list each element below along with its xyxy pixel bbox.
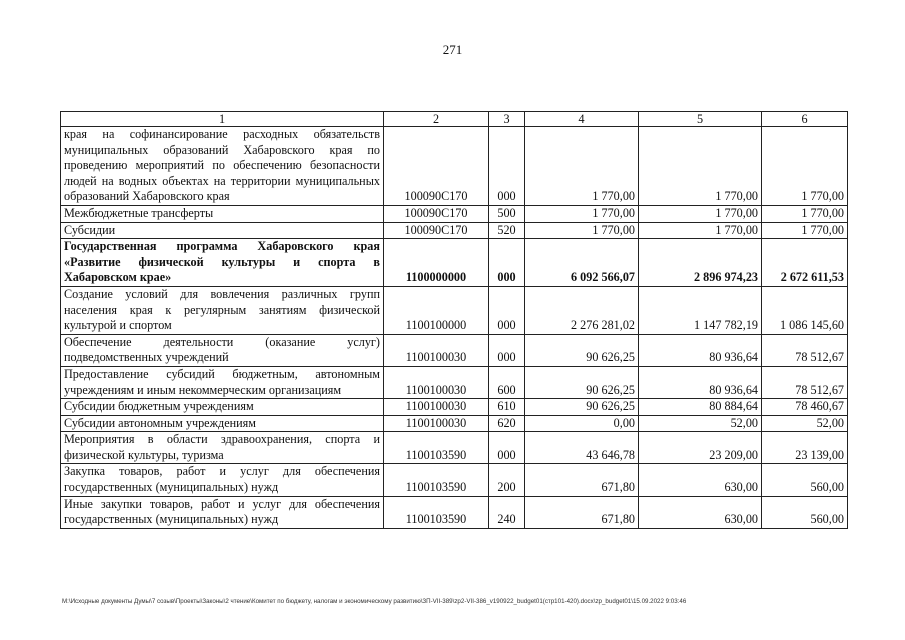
row-name-cell: Предоставление субсидий бюджетным, автономным учреждениям и иным некоммерческим организациям <box>61 366 384 398</box>
table-row <box>61 415 848 432</box>
row-value-2024-cell: 1 770,00 <box>639 222 762 239</box>
row-name-cell: Субсидии <box>61 222 384 239</box>
row-vr-cell: 000 <box>489 239 525 287</box>
table-row <box>61 239 848 287</box>
row-name-cell: Создание условий для вовлечения различных групп населения края к регулярным занятиям физической культурой и спортом <box>61 286 384 334</box>
row-value-2023-cell: 1 770,00 <box>525 205 639 222</box>
table-row <box>61 286 848 334</box>
row-value-2024-cell: 1 147 782,19 <box>639 286 762 334</box>
row-value-2025-cell: 560,00 <box>762 496 848 528</box>
header-col-2: 2 <box>384 112 489 127</box>
row-value-2023-cell: 90 626,25 <box>525 366 639 398</box>
header-col-6: 6 <box>762 112 848 127</box>
table-row <box>61 127 848 206</box>
row-value-2025-cell: 23 139,00 <box>762 432 848 464</box>
row-name-cell: Иные закупки товаров, работ и услуг для обеспечения государственных (муниципальных) нужд <box>61 496 384 528</box>
row-vr-cell: 000 <box>489 286 525 334</box>
row-value-2023-cell: 0,00 <box>525 415 639 432</box>
row-value-2025-cell: 1 770,00 <box>762 205 848 222</box>
row-value-2024-cell: 80 936,64 <box>639 334 762 366</box>
row-value-2025-cell: 78 512,67 <box>762 334 848 366</box>
row-vr-cell: 000 <box>489 334 525 366</box>
row-value-2023-cell: 1 770,00 <box>525 222 639 239</box>
table-row <box>61 432 848 464</box>
row-value-2023-cell: 6 092 566,07 <box>525 239 639 287</box>
row-value-2023-cell: 43 646,78 <box>525 432 639 464</box>
row-value-2023-cell: 671,80 <box>525 496 639 528</box>
row-value-2024-cell: 23 209,00 <box>639 432 762 464</box>
budget-table <box>60 111 848 529</box>
row-value-2023-cell: 2 276 281,02 <box>525 286 639 334</box>
header-col-1: 1 <box>61 112 384 127</box>
header-row <box>61 112 848 127</box>
footer-file-path: M:\Исходные документы Думы\7 созыв\Проекты\Законы\2 чтение\Комитет по бюджету, налогам и экономическому развитию\ЗП-VII-389\zp2-VII-386_v190922_budget01(стр101-420).docx\zp_budget01\15.09.2022 9:03:46 <box>62 598 687 605</box>
row-value-2023-cell: 90 626,25 <box>525 334 639 366</box>
row-code-cell: 1100100030 <box>384 334 489 366</box>
row-value-2025-cell: 78 460,67 <box>762 399 848 416</box>
table-row <box>61 399 848 416</box>
row-value-2024-cell: 80 884,64 <box>639 399 762 416</box>
row-vr-cell: 610 <box>489 399 525 416</box>
row-value-2025-cell: 78 512,67 <box>762 366 848 398</box>
row-value-2024-cell: 1 770,00 <box>639 205 762 222</box>
row-value-2025-cell: 560,00 <box>762 464 848 496</box>
row-value-2025-cell: 1 086 145,60 <box>762 286 848 334</box>
header-col-3: 3 <box>489 112 525 127</box>
row-value-2024-cell: 2 896 974,23 <box>639 239 762 287</box>
row-code-cell: 1100100030 <box>384 415 489 432</box>
row-value-2023-cell: 671,80 <box>525 464 639 496</box>
row-name-cell: Закупка товаров, работ и услуг для обеспечения государственных (муниципальных) нужд <box>61 464 384 496</box>
row-name-cell: Мероприятия в области здравоохранения, спорта и физической культуры, туризма <box>61 432 384 464</box>
row-value-2025-cell: 1 770,00 <box>762 127 848 206</box>
table-row <box>61 222 848 239</box>
row-code-cell: 1100100030 <box>384 366 489 398</box>
row-name-cell: Обеспечение деятельности (оказание услуг) подведомственных учреждений <box>61 334 384 366</box>
row-code-cell: 100090С170 <box>384 222 489 239</box>
row-value-2025-cell: 52,00 <box>762 415 848 432</box>
row-value-2023-cell: 90 626,25 <box>525 399 639 416</box>
row-code-cell: 1100103590 <box>384 432 489 464</box>
row-vr-cell: 200 <box>489 464 525 496</box>
table-row <box>61 334 848 366</box>
row-value-2024-cell: 52,00 <box>639 415 762 432</box>
row-name-cell: Государственная программа Хабаровского края «Развитие физической культуры и спорта в Хабаровском крае» <box>61 239 384 287</box>
page-number: 271 <box>442 42 463 57</box>
row-value-2024-cell: 630,00 <box>639 496 762 528</box>
row-name-cell: Субсидии автономным учреждениям <box>61 415 384 432</box>
table-row <box>61 496 848 528</box>
row-value-2024-cell: 80 936,64 <box>639 366 762 398</box>
row-code-cell: 1100100000 <box>384 286 489 334</box>
row-code-cell: 100090С170 <box>384 127 489 206</box>
row-code-cell: 1100103590 <box>384 496 489 528</box>
row-code-cell: 1100100030 <box>384 399 489 416</box>
row-vr-cell: 000 <box>489 432 525 464</box>
row-code-cell: 100090С170 <box>384 205 489 222</box>
row-name-cell: Межбюджетные трансферты <box>61 205 384 222</box>
row-value-2024-cell: 630,00 <box>639 464 762 496</box>
row-name-cell: края на софинансирование расходных обязательств муниципальных образований Хабаровского края по проведению мероприятий по обеспечению безопасности людей на водных объектах на территории муниципальных образований Хабаровского края <box>61 127 384 206</box>
table-row <box>61 205 848 222</box>
row-name-cell: Субсидии бюджетным учреждениям <box>61 399 384 416</box>
header-col-5: 5 <box>639 112 762 127</box>
table-row <box>61 366 848 398</box>
row-vr-cell: 600 <box>489 366 525 398</box>
row-value-2023-cell: 1 770,00 <box>525 127 639 206</box>
header-col-4: 4 <box>525 112 639 127</box>
row-vr-cell: 620 <box>489 415 525 432</box>
table-body <box>61 127 848 529</box>
row-code-cell: 1100103590 <box>384 464 489 496</box>
table-row <box>61 464 848 496</box>
row-vr-cell: 520 <box>489 222 525 239</box>
row-value-2025-cell: 2 672 611,53 <box>762 239 848 287</box>
row-vr-cell: 240 <box>489 496 525 528</box>
row-value-2025-cell: 1 770,00 <box>762 222 848 239</box>
row-code-cell: 1100000000 <box>384 239 489 287</box>
row-vr-cell: 500 <box>489 205 525 222</box>
row-vr-cell: 000 <box>489 127 525 206</box>
row-value-2024-cell: 1 770,00 <box>639 127 762 206</box>
